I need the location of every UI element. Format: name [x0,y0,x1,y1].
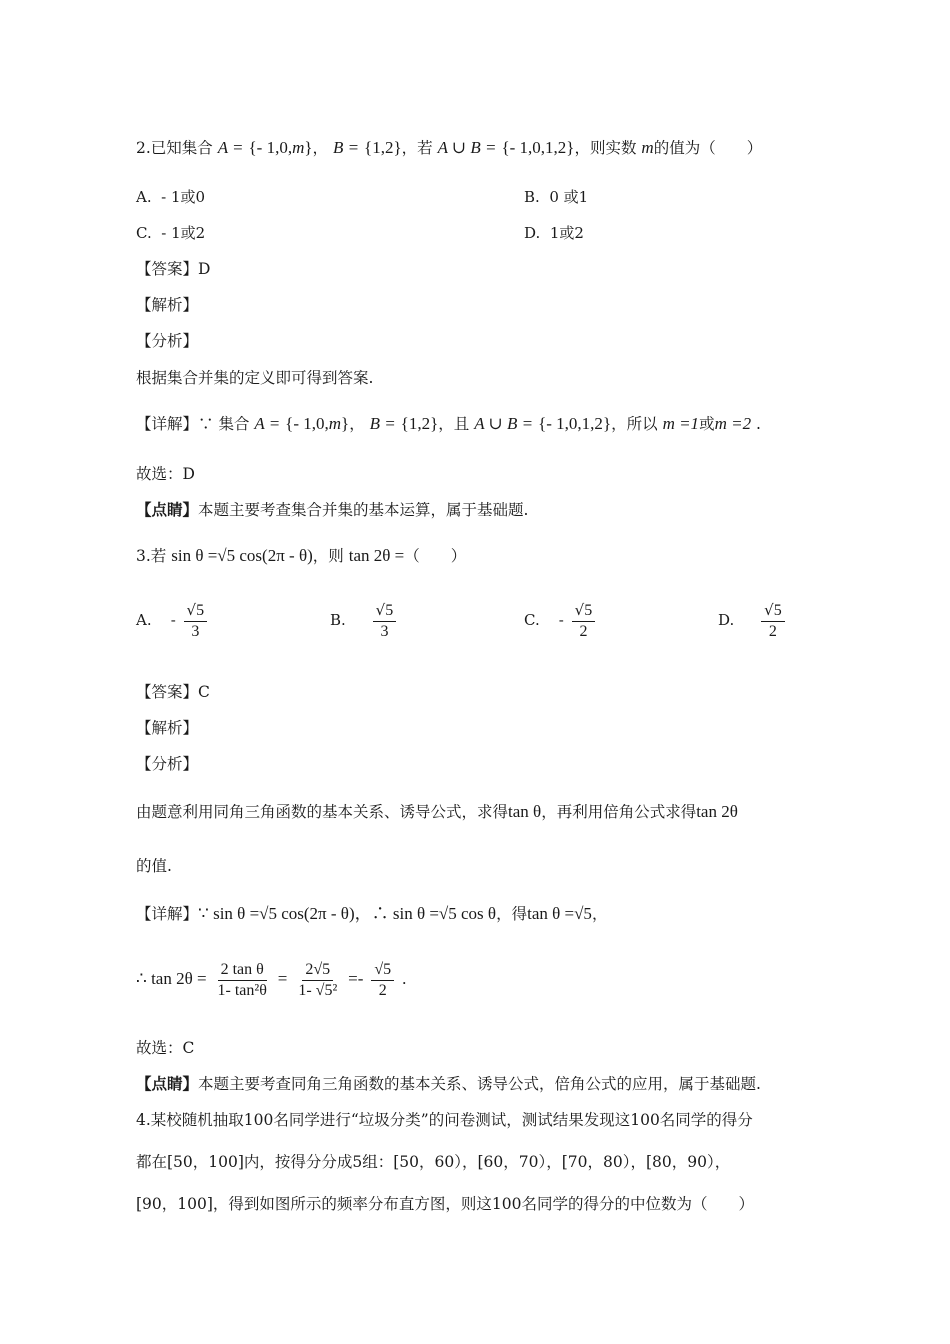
q2-answer: 【答案】D [136,260,211,278]
q2-comment: 【点睛】本题主要考查集合并集的基本运算，属于基础题. [136,500,529,519]
q3-option-d: D. $\frac{√5}{2}$ [718,600,788,642]
q3-jiexi: 【解析】 [136,719,199,737]
q3-answer: 【答案】C [136,683,210,701]
q3-option-a: A. - $\frac{√5}{3}$ [136,600,210,642]
q2-option-b: B. 0 或1 [524,188,589,206]
q2-option-d: D. 1或2 [524,224,584,242]
q2-analysis: 根据集合并集的定义即可得到答案. [136,369,374,387]
q2-choose: 故选：D [136,465,195,483]
q2-jiexi: 【解析】 [136,296,199,314]
q4-line-3: [90，100]，得到如图所示的频率分布直方图，则这100名同学的得分的中位数为（ ） [136,1195,754,1213]
q3-fenxi: 【分析】 [136,755,199,773]
q2-fenxi: 【分析】 [136,332,199,350]
q3-choose: 故选：C [136,1039,195,1057]
q3-detail: 【详解】∵ sin θ =√5 cos(2π - θ)，∴ sin θ =√5 cos θ，得tan θ =√5， [136,904,608,923]
q4-line-1: 4.某校随机抽取100名同学进行“垃圾分类”的问卷测试，测试结果发现这100名同学的得分 [136,1111,753,1129]
q3-analysis-end: 的值. [136,857,172,875]
q2-option-c: C. - 1或2 [136,224,206,242]
q3-calculation: ∴ tan 2θ = $\frac{\text{2 tan θ}}{\text{1- tan²θ}}$ = $\frac{2√5}{\text{1- √5²}}$ =- $\frac{√5}{2}$ . [136,960,407,999]
q3-comment: 【点睛】本题主要考查同角三角函数的基本关系、诱导公式，倍角公式的应用，属于基础题. [136,1074,761,1093]
q3-stem: 3.若 sin θ =√5 cos(2π - θ)，则 tan 2θ =（ ） [136,546,467,565]
q2-stem: 2.已知集合 A = {- 1,0,m}， B = {1,2}，若 A ∪ B = {- 1,0,1,2}，则实数 m的值为（ ） [136,138,763,157]
q3-option-b: B. $\frac{√5}{3}$ [330,600,399,642]
q3-option-c: C. - $\frac{√5}{2}$ [524,600,598,642]
q2-option-a: A. - 1或0 [136,188,206,206]
q2-detail: 【详解】∵ 集合 A = {- 1,0,m}， B = {1,2}，且 A ∪ B = {- 1,0,1,2}，所以 m =1或m =2 . [136,414,761,433]
q4-line-2: 都在[50，100]内，按得分分成5组：[50，60），[60，70），[70，80），[80，90）， [136,1153,731,1171]
q3-analysis: 由题意利用同角三角函数的基本关系、诱导公式，求得tan θ，再利用倍角公式求得tan 2θ [136,802,738,821]
